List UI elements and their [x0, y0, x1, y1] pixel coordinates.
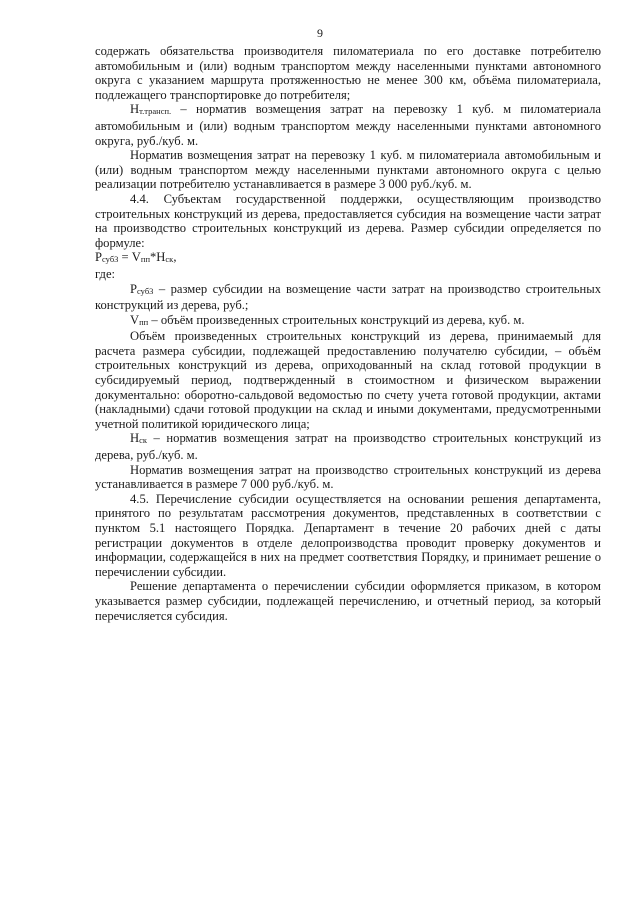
paragraph-volume-definition: [95, 313, 601, 330]
symbol-n: Н: [130, 102, 140, 117]
symbol-subscript: суб3: [137, 285, 154, 296]
formula-sub-2: пп: [140, 254, 150, 265]
paragraph-transport-norm-definition: [95, 102, 601, 148]
paragraph-decision: Решение департамента о перечислении субсидии оформляется приказом, в котором указывается размер субсидии, подлежащей перечислению, и отчетный период, за который перечисляется субсидия.: [95, 579, 601, 623]
paragraph-production-norm-definition: [95, 431, 601, 462]
symbol-p: Р: [130, 281, 138, 296]
symbol-subscript: ск: [139, 435, 148, 446]
formula-eq: = V: [118, 250, 141, 265]
symbol-subscript: пп: [139, 316, 149, 327]
paragraph-where: где:: [95, 266, 116, 281]
subsidy-formula: [95, 250, 601, 267]
paragraph-4-4: 4.4. Субъектам государственной поддержки, осуществляющим производство строительных конструкций из дерева, предоставляется субсидия на возмещение части затрат на производство строительных конструкций из дерева. Размер субсидии определяется по формуле:: [95, 191, 601, 250]
paragraph-4-5: 4.5. Перечисление субсидии осуществляется на основании решения департамента, принятого по результатам рассмотрения документов, представленных в соответствии с пунктом 5.1 настоящего Порядка. Департамент в течение 20 рабочих дней с даты регистрации документов в отделе делопроизводства проводит проверку документов и информации, содержащейся в них на предмет соответствия Порядку, и принимает решение о перечислении субсидии.: [95, 491, 601, 579]
document-body: [95, 44, 601, 623]
definition-text: – объём произведенных строительных конструкций из дерева, куб. м.: [148, 312, 525, 327]
symbol-n: Н: [130, 431, 140, 446]
page-number: 9: [317, 26, 323, 40]
paragraph-delivery-obligations: содержать обязательства производителя пиломатериала по его доставке потребителю автомобильным и (или) водным транспортом между населенными пунктами автономного округа с указанием маршрута протяженностью не менее 300 км, объёма пиломатериала, подлежащего транспортировке до потребителя;: [95, 44, 601, 102]
formula-end: ,: [173, 250, 177, 265]
formula-sub-3: ск: [165, 254, 174, 265]
paragraph-transport-norm-amount: Норматив возмещения затрат на перевозку 1 куб. м пиломатериала автомобильным и (или) водным транспортом между населенными пунктами автономного округа с целью реализации потребителю устанавливается в размере 3 000 руб./куб. м.: [95, 148, 601, 192]
formula-sub-1: суб3: [102, 254, 119, 265]
definition-text: – норматив возмещения затрат на перевозку 1 куб. м пиломатериала автомобильным и (или) водным транспортом между населенными пунктами автономного округа, руб./куб. м.: [95, 102, 601, 148]
formula-p: Р: [95, 250, 103, 265]
symbol-subscript: т.трансп.: [139, 106, 172, 117]
paragraph-production-norm-amount: Норматив возмещения затрат на производство строительных конструкций из дерева устанавливается в размере 7 000 руб./куб. м.: [95, 462, 601, 492]
formula-mul: *Н: [150, 250, 166, 265]
paragraph-subsidy-size-definition: [95, 282, 601, 313]
definition-text: – размер субсидии на возмещение части затрат на производство строительных конструкций из дерева, руб.;: [95, 281, 601, 313]
symbol-v: V: [130, 312, 140, 327]
definition-text: – норматив возмещения затрат на производство строительных конструкций из дерева, руб./куб. м.: [95, 431, 601, 463]
paragraph-volume-explanation: Объём произведенных строительных конструкций из дерева, принимаемый для расчета размера субсидии, подлежащей предоставлению получателю субсидии, – объём строительных конструкций из дерева, оприходованный на склад готовой продукции в субсидируемый период, подтвержденный в стоимостном и физическом выражении документально: оборотно-сальдовой ведомостью по счету учета готовой продукции, актами (накладными) сдачи готовой продукции на склад и иными документами, предусмотренными учетной политикой юридического лица;: [95, 329, 601, 431]
